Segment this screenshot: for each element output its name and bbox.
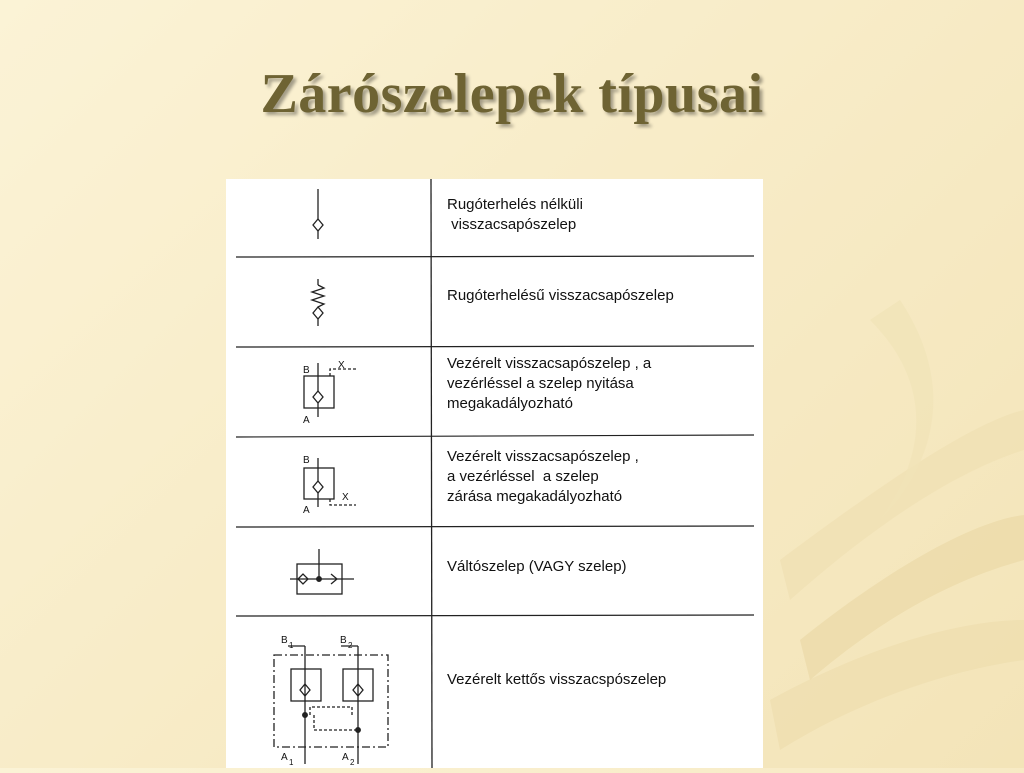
port-label-b: B (340, 635, 347, 646)
port-label-b: B (303, 455, 310, 466)
port-label-a: A (281, 752, 288, 763)
row-label-piloted-check-valve-open: Vezérelt visszacsapószelep , a vezérléssel a szelep nyitása megakadályozható (447, 355, 652, 412)
row-label-spring-check-valve: Rugóterhelésű visszacsapószelep (447, 287, 674, 304)
slide-title: Zárószelepek típusai (260, 63, 764, 125)
port-label-subscript: 1 (289, 641, 294, 650)
port-label-a: A (303, 505, 310, 516)
row-label-double-check-valve: Vezérelt kettős visszacspószelep (447, 671, 667, 688)
port-label-a: A (342, 752, 349, 763)
port-label-x: X (342, 492, 349, 503)
port-label-a: A (303, 415, 310, 426)
port-label-subscript: 2 (348, 641, 353, 650)
port-label-b: B (281, 635, 288, 646)
port-label-subscript: 1 (289, 758, 294, 767)
port-label-subscript: 2 (350, 758, 355, 767)
double-check-valve-icon (226, 179, 431, 768)
valve-types-table (226, 179, 763, 768)
row-label-shuttle-valve: Váltószelep (VAGY szelep) (447, 558, 627, 575)
row-label-piloted-check-valve-close: Vezérelt visszacsapószelep , a vezérléssel a szelep zárása megakadályozható (447, 448, 639, 505)
port-label-x: X (338, 360, 345, 371)
port-label-b: B (303, 365, 310, 376)
row-label-check-valve: Rugóterhelés nélküli visszacsapószelep (447, 196, 583, 233)
